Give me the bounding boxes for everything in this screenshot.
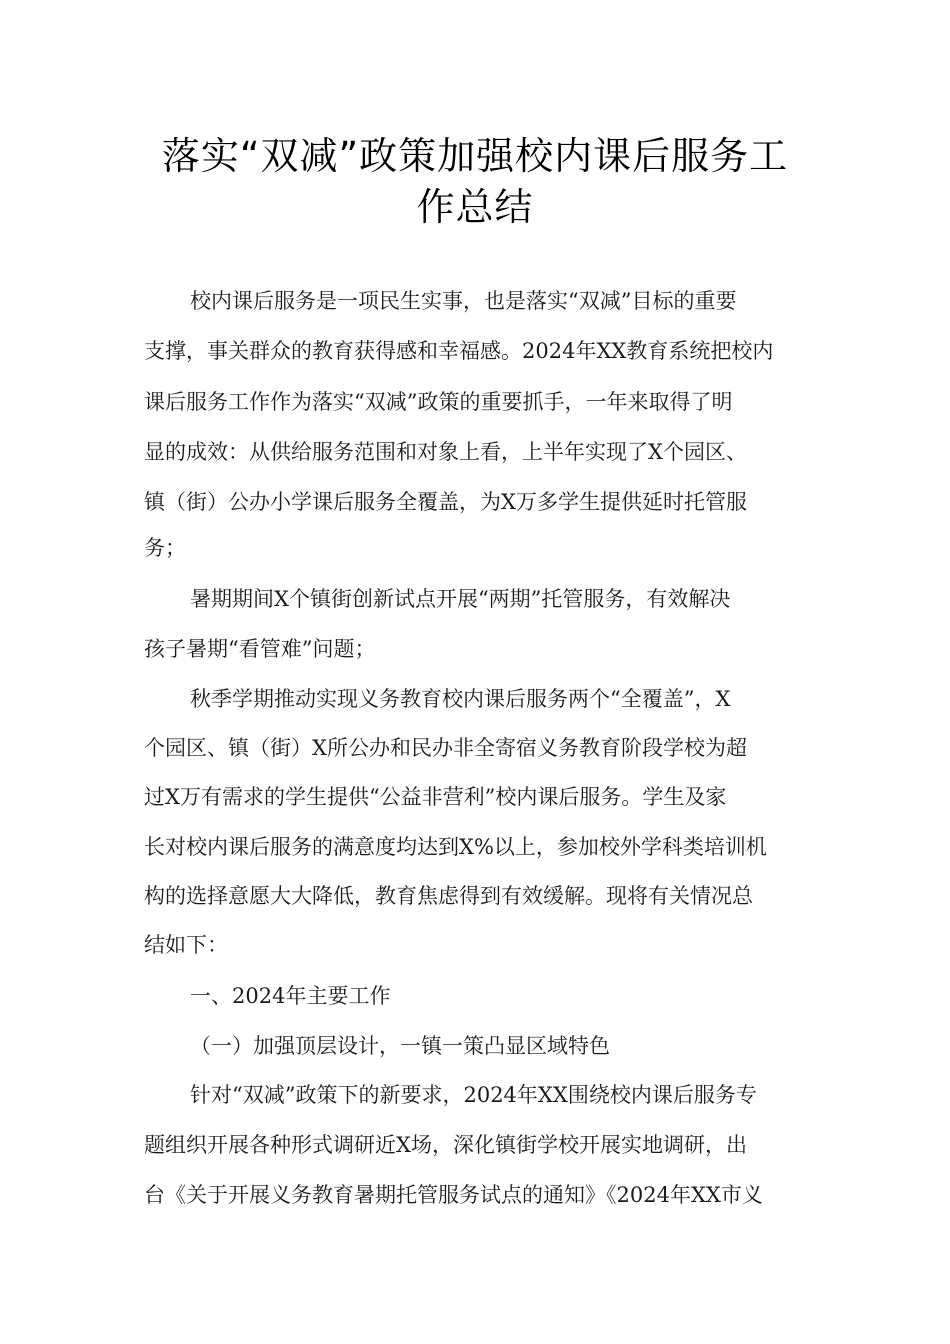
- subsection-heading: （一）加强顶层设计，一镇一策凸显区域特色: [190, 1034, 610, 1058]
- paragraph-line: 显的成效：从供给服务范围和对象上看，上半年实现了X个园区、: [144, 440, 747, 464]
- paragraph-line: 个园区、镇（街）X所公办和民办非全寄宿义务教育阶段学校为超: [144, 736, 747, 760]
- paragraph-line: 题组织开展各种形式调研近X场，深化镇街学校开展实地调研，出: [144, 1133, 747, 1157]
- paragraph-line: 秋季学期推动实现义务教育校内课后服务两个“全覆盖”，X: [190, 687, 731, 711]
- paragraph-line: 镇（街）公办小学课后服务全覆盖，为X万多学生提供延时托管服: [144, 490, 747, 514]
- paragraph-line: 暑期期间X个镇街创新试点开展“两期”托管服务，有效解决: [190, 587, 731, 611]
- paragraph-line: 孩子暑期“看管难”问题；: [144, 637, 376, 661]
- paragraph-line: 务；: [144, 536, 186, 560]
- paragraph-line: 课后服务工作作为落实“双减”政策的重要抓手，一年来取得了明: [144, 390, 733, 414]
- section-heading: 一、2024年主要工作: [190, 984, 391, 1008]
- paragraph-line: 长对校内课后服务的满意度均达到X%以上，参加校外学科类培训机: [144, 835, 767, 859]
- paragraph-line: 过X万有需求的学生提供“公益非营利”校内课后服务。学生及家: [144, 785, 727, 809]
- paragraph-line: 针对“双减”政策下的新要求，2024年XX围绕校内课后服务专: [190, 1083, 757, 1107]
- paragraph-line: 结如下：: [144, 933, 228, 957]
- paragraph-line: 台《关于开展义务教育暑期托管服务试点的通知》《2024年XX市义: [144, 1183, 763, 1207]
- document-title-line-1: 落实“双减”政策加强校内课后服务工: [161, 134, 789, 178]
- document-title-line-2: 作总结: [416, 185, 534, 229]
- paragraph-line: 校内课后服务是一项民生实事，也是落实“双减”目标的重要: [190, 289, 737, 313]
- paragraph-line: 支撑，事关群众的教育获得感和幸福感。2024年XX教育系统把校内: [144, 339, 774, 363]
- paragraph-line: 构的选择意愿大大降低，教育焦虑得到有效缓解。现将有关情况总: [144, 884, 753, 908]
